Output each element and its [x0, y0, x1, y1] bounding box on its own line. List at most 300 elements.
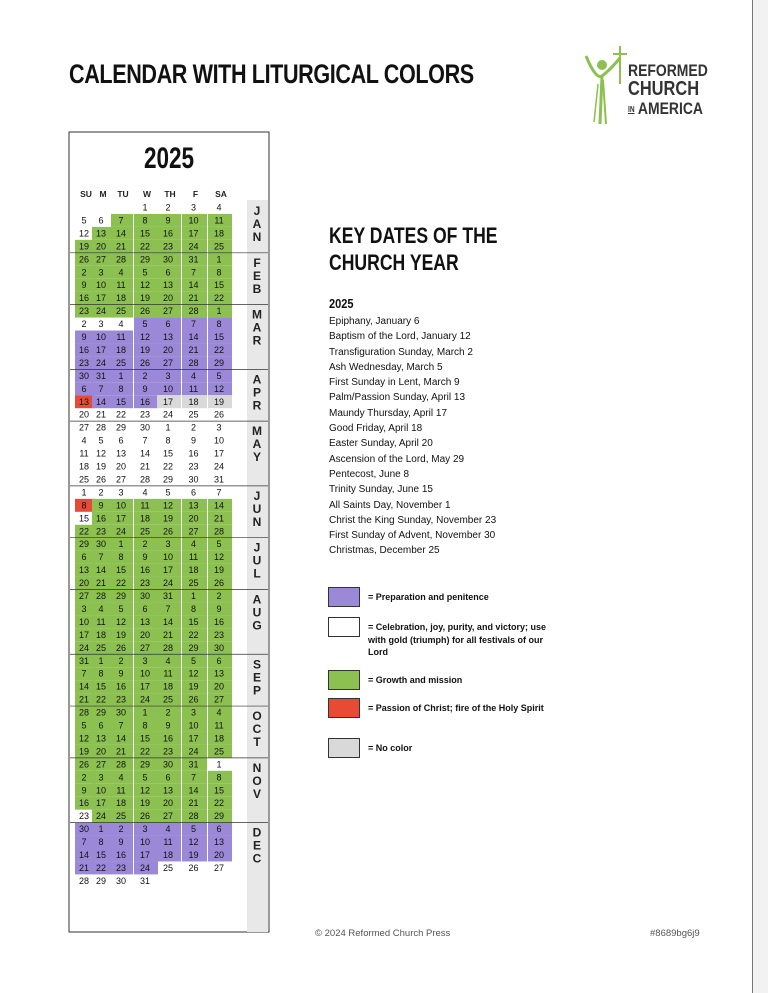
- day-number: 20: [78, 578, 90, 589]
- day-number: 12: [213, 552, 225, 563]
- day-number: 3: [142, 655, 148, 666]
- day-number: 11: [188, 552, 199, 563]
- day-number: 22: [213, 798, 225, 809]
- day-number: 21: [139, 461, 151, 472]
- weekday-label: SU: [80, 189, 92, 199]
- day-number: 25: [213, 241, 225, 252]
- day-number: 13: [78, 565, 90, 576]
- day-number: 24: [115, 526, 127, 537]
- day-number: 23: [95, 526, 107, 537]
- day-number: 27: [95, 254, 107, 265]
- day-number: 3: [81, 603, 87, 614]
- day-number: 20: [213, 850, 225, 860]
- day-number: 3: [98, 319, 104, 330]
- day-number: 2: [81, 319, 87, 330]
- day-number: 6: [216, 655, 222, 666]
- legend-swatch: [328, 670, 360, 690]
- day-number: 18: [139, 513, 151, 524]
- month-letter: P: [252, 385, 262, 400]
- legend-label: = Preparation and penitence: [368, 592, 489, 602]
- day-number: 17: [139, 850, 151, 860]
- day-number: 5: [98, 435, 104, 446]
- day-number: 11: [163, 668, 173, 679]
- day-number: 14: [139, 448, 151, 459]
- day-number: 15: [188, 616, 199, 627]
- day-number: 15: [95, 850, 107, 860]
- day-number: 28: [188, 811, 199, 822]
- day-number: 4: [165, 655, 171, 666]
- day-number: 5: [81, 215, 87, 226]
- key-date-item: First Sunday of Advent, November 30: [329, 530, 496, 542]
- day-number: 8: [165, 435, 171, 446]
- day-number: 15: [115, 396, 127, 407]
- day-number: 27: [162, 811, 174, 822]
- day-number: 22: [115, 578, 127, 589]
- day-number: 28: [115, 254, 127, 265]
- day-number: 4: [216, 707, 222, 718]
- day-number: 18: [115, 293, 127, 304]
- day-number: 26: [139, 811, 151, 822]
- day-number: 12: [188, 837, 199, 848]
- page-title: CALENDAR WITH LITURGICAL COLORS: [69, 59, 474, 89]
- day-number: 27: [213, 862, 225, 873]
- day-number: 10: [162, 383, 174, 394]
- month-letter: F: [253, 255, 261, 270]
- key-date-item: Ascension of the Lord, May 29: [329, 453, 465, 465]
- day-number: 6: [98, 215, 104, 226]
- day-number: 11: [79, 448, 89, 459]
- day-number: 26: [78, 759, 90, 770]
- day-number: 8: [142, 720, 148, 731]
- day-number: 15: [139, 733, 151, 744]
- day-number: 21: [188, 344, 199, 355]
- day-number: 12: [139, 332, 151, 342]
- day-number: 6: [216, 824, 222, 835]
- day-number: 13: [115, 448, 127, 459]
- day-number: 6: [98, 720, 104, 731]
- day-number: 7: [118, 720, 124, 731]
- day-number: 1: [216, 306, 222, 317]
- day-number: 15: [213, 332, 225, 342]
- day-number: 19: [188, 681, 199, 692]
- month-letter: U: [252, 605, 262, 620]
- day-number: 28: [78, 875, 90, 886]
- day-number: 28: [78, 707, 90, 718]
- day-number: 22: [139, 746, 151, 757]
- day-number: 5: [118, 603, 124, 614]
- day-number: 7: [81, 837, 87, 848]
- day-number: 30: [213, 642, 225, 653]
- key-date-item: Epiphany, January 6: [329, 316, 420, 327]
- day-number: 25: [213, 746, 225, 757]
- day-number: 8: [118, 552, 124, 563]
- day-number: 17: [78, 629, 90, 640]
- day-number: 29: [139, 759, 151, 770]
- day-number: 7: [118, 215, 124, 226]
- day-number: 8: [81, 500, 87, 511]
- month-letter: J: [253, 540, 261, 555]
- month-letter: U: [252, 553, 262, 568]
- day-number: 2: [165, 202, 171, 213]
- day-number: 30: [162, 759, 174, 770]
- day-number: 29: [95, 707, 107, 718]
- day-number: 22: [162, 461, 174, 472]
- day-number: 27: [78, 591, 90, 601]
- day-number: 18: [95, 629, 107, 640]
- day-number: 19: [78, 746, 90, 757]
- day-number: 17: [139, 681, 151, 692]
- day-number: 12: [139, 280, 151, 291]
- day-number: 22: [188, 629, 199, 640]
- day-number: 21: [213, 513, 225, 524]
- day-number: 2: [118, 655, 124, 666]
- day-number: 1: [142, 202, 148, 213]
- day-number: 27: [162, 357, 174, 368]
- day-number: 25: [115, 306, 127, 317]
- month-letter: N: [252, 230, 262, 244]
- day-number: 3: [98, 772, 104, 783]
- day-number: 25: [115, 357, 127, 368]
- day-number: 14: [162, 616, 174, 627]
- day-number: 29: [188, 642, 199, 653]
- calendar-year: 2025: [143, 142, 195, 175]
- day-number: 10: [78, 616, 90, 627]
- day-number: 16: [78, 344, 90, 355]
- day-number: 4: [118, 772, 124, 783]
- day-number: 16: [115, 681, 127, 692]
- day-number: 8: [118, 383, 124, 394]
- month-letter: A: [252, 320, 262, 335]
- day-number: 14: [95, 396, 107, 407]
- month-letter: A: [252, 437, 262, 452]
- day-number: 2: [165, 707, 171, 718]
- day-number: 3: [118, 487, 124, 498]
- document-code: #8689bg6j9: [650, 928, 700, 939]
- day-number: 9: [98, 500, 104, 511]
- day-number: 9: [165, 215, 171, 226]
- month-letter: O: [252, 709, 262, 724]
- day-number: 5: [81, 720, 87, 731]
- day-number: 20: [115, 461, 127, 472]
- day-number: 22: [139, 241, 151, 252]
- day-number: 14: [188, 332, 199, 342]
- day-number: 1: [190, 591, 197, 601]
- day-number: 4: [216, 202, 222, 213]
- day-number: 23: [115, 862, 127, 873]
- day-number: 23: [162, 746, 174, 757]
- month-letter: D: [252, 825, 262, 840]
- day-number: 13: [95, 733, 107, 744]
- day-number: 1: [98, 655, 104, 666]
- weekday-label: TU: [117, 189, 129, 199]
- day-number: 23: [78, 306, 90, 317]
- day-number: 2: [142, 539, 148, 550]
- day-number: 2: [216, 591, 222, 601]
- day-number: 26: [139, 306, 151, 317]
- day-number: 7: [190, 319, 197, 330]
- day-number: 14: [78, 850, 90, 860]
- day-number: 30: [95, 539, 107, 550]
- day-number: 19: [139, 798, 151, 809]
- day-number: 30: [78, 370, 90, 381]
- day-number: 18: [78, 461, 90, 472]
- day-number: 26: [188, 862, 199, 873]
- weekday-label: F: [192, 189, 199, 199]
- day-number: 4: [118, 267, 124, 278]
- day-number: 13: [188, 500, 199, 511]
- day-number: 7: [190, 267, 197, 278]
- day-number: 9: [118, 837, 124, 848]
- day-number: 1: [216, 254, 222, 265]
- day-number: 3: [165, 539, 171, 550]
- day-number: 25: [188, 578, 199, 589]
- day-number: 10: [139, 668, 151, 679]
- day-number: 18: [115, 344, 127, 355]
- key-date-item: Ash Wednesday, March 5: [329, 361, 443, 373]
- day-number: 14: [188, 785, 199, 796]
- day-number: 16: [78, 798, 90, 809]
- day-number: 18: [162, 681, 174, 692]
- day-number: 2: [118, 824, 124, 835]
- month-letter: B: [252, 281, 262, 296]
- legend-swatch: [328, 738, 360, 758]
- day-number: 4: [190, 370, 197, 381]
- day-number: 20: [95, 241, 107, 252]
- day-number: 20: [78, 409, 90, 420]
- day-number: 20: [213, 681, 225, 692]
- day-number: 10: [188, 215, 199, 226]
- day-number: 19: [115, 629, 127, 640]
- day-number: 30: [115, 707, 127, 718]
- day-number: 13: [139, 616, 151, 627]
- month-letter: Y: [252, 450, 262, 465]
- copyright: © 2024 Reformed Church Press: [315, 928, 451, 939]
- month-letter: P: [252, 683, 262, 698]
- month-letter: U: [252, 501, 262, 516]
- day-number: 12: [162, 500, 174, 511]
- day-number: 27: [162, 306, 174, 317]
- day-number: 11: [96, 616, 106, 627]
- key-date-item: Baptism of the Lord, January 12: [329, 331, 471, 343]
- day-number: 10: [139, 837, 151, 848]
- day-number: 5: [216, 539, 222, 550]
- month-letter: S: [252, 657, 262, 672]
- legend-label: = Growth and mission: [368, 675, 463, 685]
- month-letter: J: [253, 488, 261, 503]
- day-number: 12: [78, 228, 90, 239]
- day-number: 6: [81, 552, 87, 563]
- day-number: 2: [190, 422, 197, 433]
- day-number: 11: [116, 332, 126, 342]
- day-number: 30: [78, 824, 90, 835]
- day-number: 31: [162, 591, 174, 601]
- day-number: 6: [142, 603, 148, 614]
- day-number: 29: [213, 811, 225, 822]
- day-number: 15: [78, 513, 90, 524]
- day-number: 17: [213, 448, 225, 459]
- day-number: 5: [142, 267, 148, 278]
- day-number: 27: [188, 526, 199, 537]
- day-number: 10: [162, 552, 174, 563]
- legend-label: = Passion of Christ; fire of the Holy Spirit: [368, 703, 544, 713]
- day-number: 28: [213, 526, 225, 537]
- day-number: 12: [139, 785, 151, 796]
- day-number: 8: [216, 267, 222, 278]
- day-number: 8: [216, 319, 222, 330]
- day-number: 23: [188, 461, 199, 472]
- day-number: 14: [115, 733, 127, 744]
- day-number: 9: [81, 785, 87, 796]
- day-number: 30: [139, 591, 151, 601]
- day-number: 21: [78, 862, 90, 873]
- day-number: 13: [162, 332, 174, 342]
- day-number: 30: [115, 875, 127, 886]
- day-number: 29: [162, 474, 174, 485]
- day-number: 1: [81, 487, 87, 498]
- month-letter: R: [252, 398, 262, 413]
- month-letter: M: [252, 307, 262, 322]
- day-number: 18: [162, 850, 174, 860]
- day-number: 25: [162, 694, 174, 705]
- day-number: 7: [216, 487, 222, 498]
- month-letter: O: [252, 773, 262, 788]
- month-letter: E: [252, 670, 262, 685]
- day-number: 5: [216, 370, 222, 381]
- day-number: 16: [115, 850, 127, 860]
- day-number: 14: [213, 500, 225, 511]
- day-number: 15: [95, 681, 107, 692]
- day-number: 17: [162, 565, 174, 576]
- day-number: 3: [190, 202, 197, 213]
- day-number: 21: [188, 293, 199, 304]
- day-number: 17: [115, 513, 127, 524]
- day-number: 26: [115, 642, 127, 653]
- day-number: 15: [213, 280, 225, 291]
- day-number: 30: [162, 254, 174, 265]
- day-number: 4: [98, 603, 104, 614]
- day-number: 1: [216, 759, 222, 770]
- day-number: 17: [188, 733, 199, 744]
- day-number: 31: [78, 655, 90, 666]
- month-letter: A: [252, 592, 262, 607]
- day-number: 30: [139, 422, 151, 433]
- day-number: 24: [139, 694, 151, 705]
- day-number: 24: [78, 642, 90, 653]
- day-number: 13: [162, 280, 174, 291]
- day-number: 27: [78, 422, 90, 433]
- day-number: 20: [162, 344, 174, 355]
- day-number: 23: [78, 357, 90, 368]
- day-number: 20: [139, 629, 151, 640]
- day-number: 24: [213, 461, 225, 472]
- day-number: 28: [95, 422, 107, 433]
- day-number: 17: [95, 293, 107, 304]
- weekday-label: TH: [164, 189, 176, 199]
- day-number: 11: [163, 837, 173, 848]
- legend-label: = Celebration, joy, purity, and victory; use with gold (triumph) for all festivals of our Lord: [368, 622, 546, 657]
- day-number: 6: [165, 772, 171, 783]
- month-letter: E: [252, 838, 262, 853]
- month-letter: J: [253, 204, 261, 218]
- day-number: 3: [142, 824, 148, 835]
- month-letter: C: [252, 722, 262, 737]
- day-number: 22: [95, 694, 107, 705]
- day-number: 23: [115, 694, 127, 705]
- day-number: 9: [165, 720, 171, 731]
- day-number: 12: [95, 448, 107, 459]
- day-number: 27: [115, 474, 127, 485]
- day-number: 6: [165, 267, 171, 278]
- day-number: 26: [188, 694, 199, 705]
- day-number: 28: [188, 357, 199, 368]
- day-number: 24: [95, 811, 107, 822]
- month-letter: G: [252, 618, 262, 633]
- day-number: 26: [95, 474, 107, 485]
- day-number: 24: [188, 241, 199, 252]
- month-letter: N: [252, 514, 262, 529]
- day-number: 20: [162, 798, 174, 809]
- legend-swatch: [328, 587, 360, 607]
- day-number: 13: [213, 837, 225, 848]
- day-number: 12: [78, 733, 90, 744]
- day-number: 5: [190, 655, 197, 666]
- weekday-label: W: [142, 189, 152, 199]
- day-number: 26: [213, 578, 225, 589]
- day-number: 2: [98, 487, 104, 498]
- day-number: 13: [213, 668, 225, 679]
- day-number: 24: [95, 306, 107, 317]
- day-number: 10: [95, 280, 107, 291]
- day-number: 28: [139, 474, 151, 485]
- key-date-item: Good Friday, April 18: [329, 423, 423, 435]
- day-number: 18: [115, 798, 127, 809]
- day-number: 22: [95, 862, 107, 873]
- legend-swatch: [328, 698, 360, 718]
- month-letter: L: [253, 566, 261, 581]
- day-number: 19: [213, 565, 225, 576]
- day-number: 16: [95, 513, 107, 524]
- day-number: 24: [188, 746, 199, 757]
- day-number: 16: [139, 565, 151, 576]
- day-number: 3: [98, 267, 104, 278]
- day-number: 10: [95, 785, 107, 796]
- day-number: 20: [95, 746, 107, 757]
- day-number: 24: [162, 578, 174, 589]
- logo-wordmark: REFORMED CHURCH IN AMERICA: [628, 61, 708, 118]
- day-number: 20: [162, 293, 174, 304]
- month-letter: R: [252, 333, 262, 348]
- day-number: 15: [115, 565, 127, 576]
- day-number: 18: [213, 228, 225, 239]
- day-number: 16: [162, 228, 174, 239]
- day-number: 18: [188, 396, 199, 407]
- day-number: 11: [188, 383, 199, 394]
- day-number: 19: [78, 241, 90, 252]
- day-number: 8: [142, 215, 148, 226]
- day-number: 19: [162, 513, 174, 524]
- day-number: 7: [190, 772, 197, 783]
- day-number: 23: [213, 629, 225, 640]
- day-number: 26: [78, 254, 90, 265]
- day-number: 7: [165, 603, 171, 614]
- day-number: 7: [81, 668, 87, 679]
- day-number: 10: [95, 332, 107, 342]
- day-number: 30: [188, 474, 199, 485]
- day-number: 24: [139, 862, 151, 873]
- day-number: 22: [213, 293, 225, 304]
- day-number: 8: [190, 603, 197, 614]
- day-number: 11: [116, 785, 126, 796]
